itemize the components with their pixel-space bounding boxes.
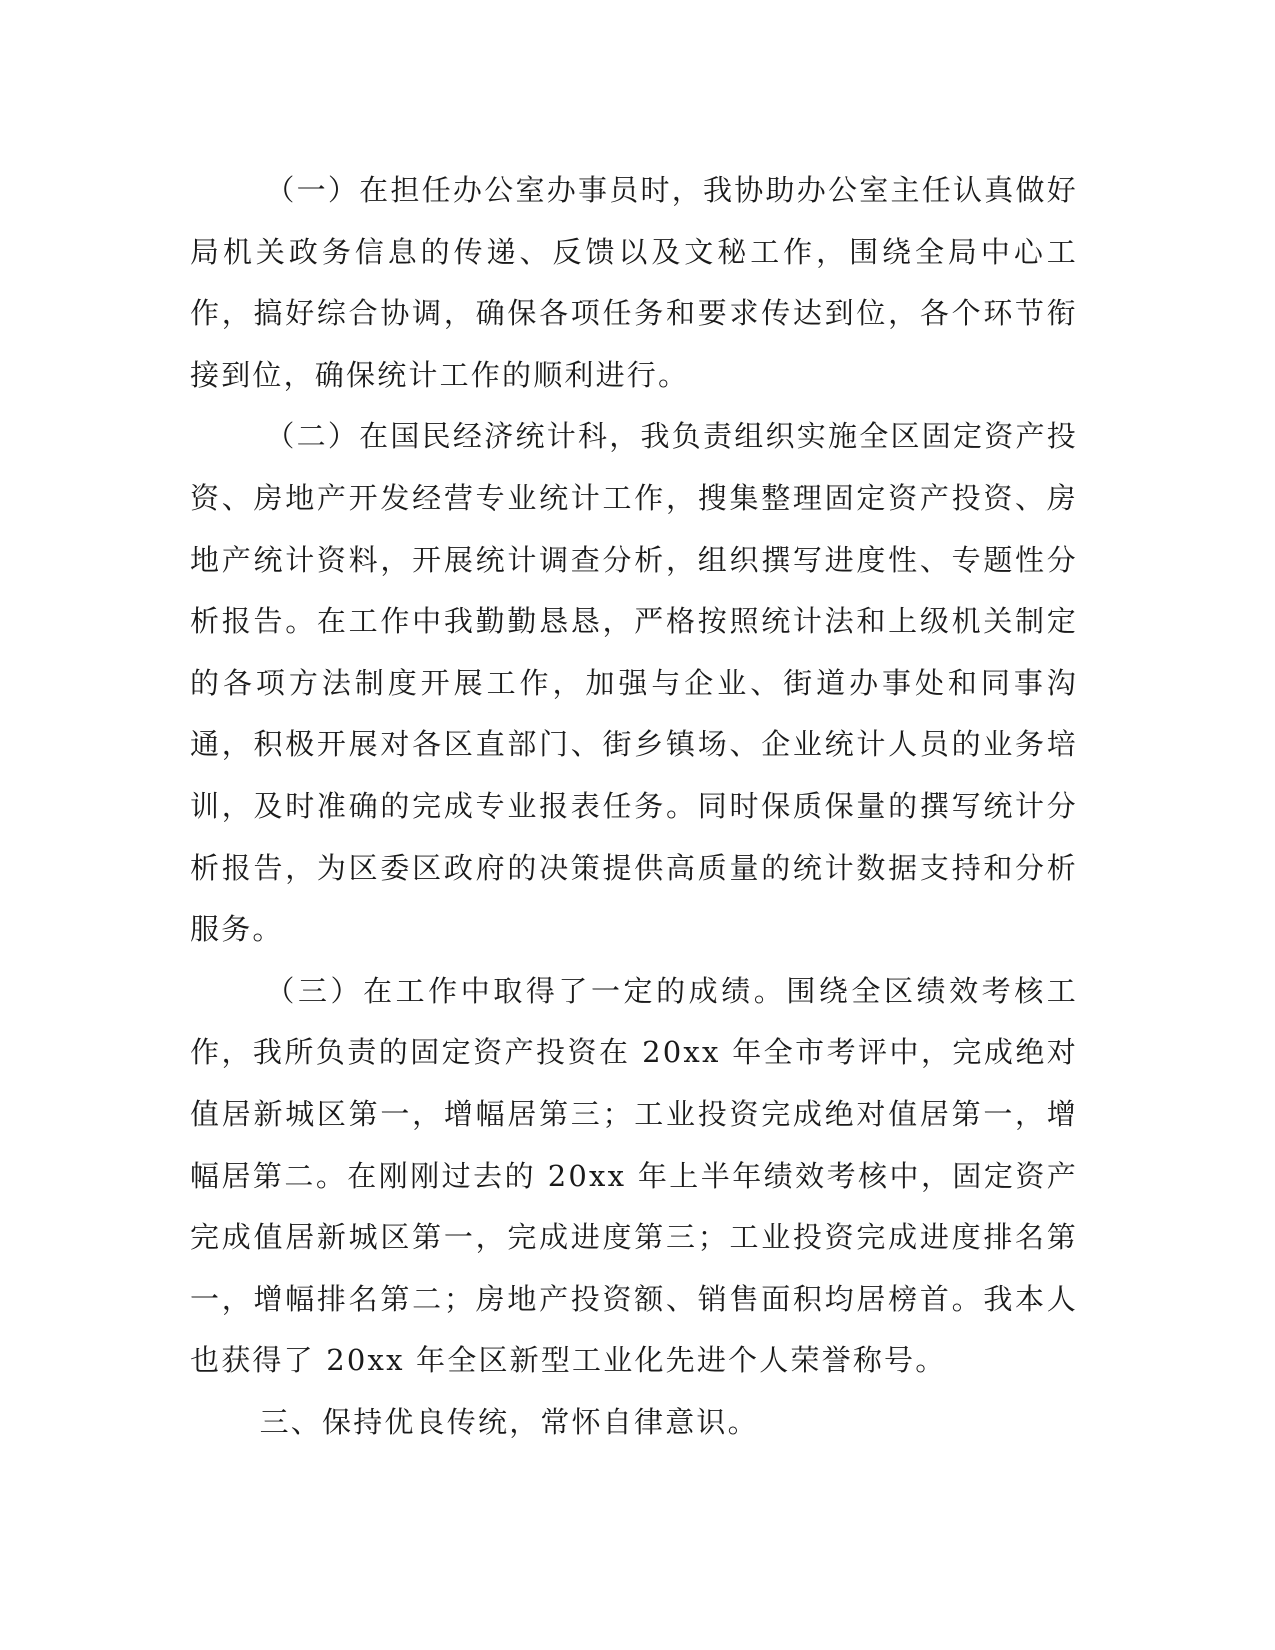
section-heading: 三、保持优良传统，常怀自律意识。	[259, 1404, 759, 1439]
paragraph-statistics-section: （二）在国民经济统计科，我负责组织实施全区固定资产投资、房地产开发经营专业统计工作，搜集整理固定资产投资、房地产统计资料，开展统计调查分析，组织撰写进度性、专题性分析报告。在工作中我勤勤恳恳，严格按照统计法和上级机关制定的各项方法制度开展工作，加强与企业、街道办事处和同事沟通，积极开展对各区直部门、街乡镇场、企业统计人员的业务培训，及时准确的完成专业报表任务。同时保质保量的撰写统计分析报告，为区委区政府的决策提供高质量的统计数据支持和分析服务。	[190, 419, 1078, 947]
paragraph-office-clerk: （一）在担任办公室办事员时，我协助办公室主任认真做好局机关政务信息的传递、反馈以及文秘工作，围绕全局中心工作，搞好综合协调，确保各项任务和要求传达到位，各个环节衔接到位，确保统计工作的顺利进行。	[190, 173, 1078, 392]
paragraph-achievements: （三）在工作中取得了一定的成绩。围绕全区绩效考核工作，我所负责的固定资产投资在 20xx 年全市考评中，完成绝对值居新城区第一，增幅居第三；工业投资完成绝对值居第一，增幅居第二。在刚刚过去的 20xx 年上半年绩效考核中，固定资产完成值居新城区第一，完成进度第三；工业投资完成进度排名第一，增幅排名第二；房地产投资额、销售面积均居榜首。我本人也获得了 20xx 年全区新型工业化先进个人荣誉称号。	[190, 973, 1078, 1378]
document-body	[190, 160, 1078, 1453]
